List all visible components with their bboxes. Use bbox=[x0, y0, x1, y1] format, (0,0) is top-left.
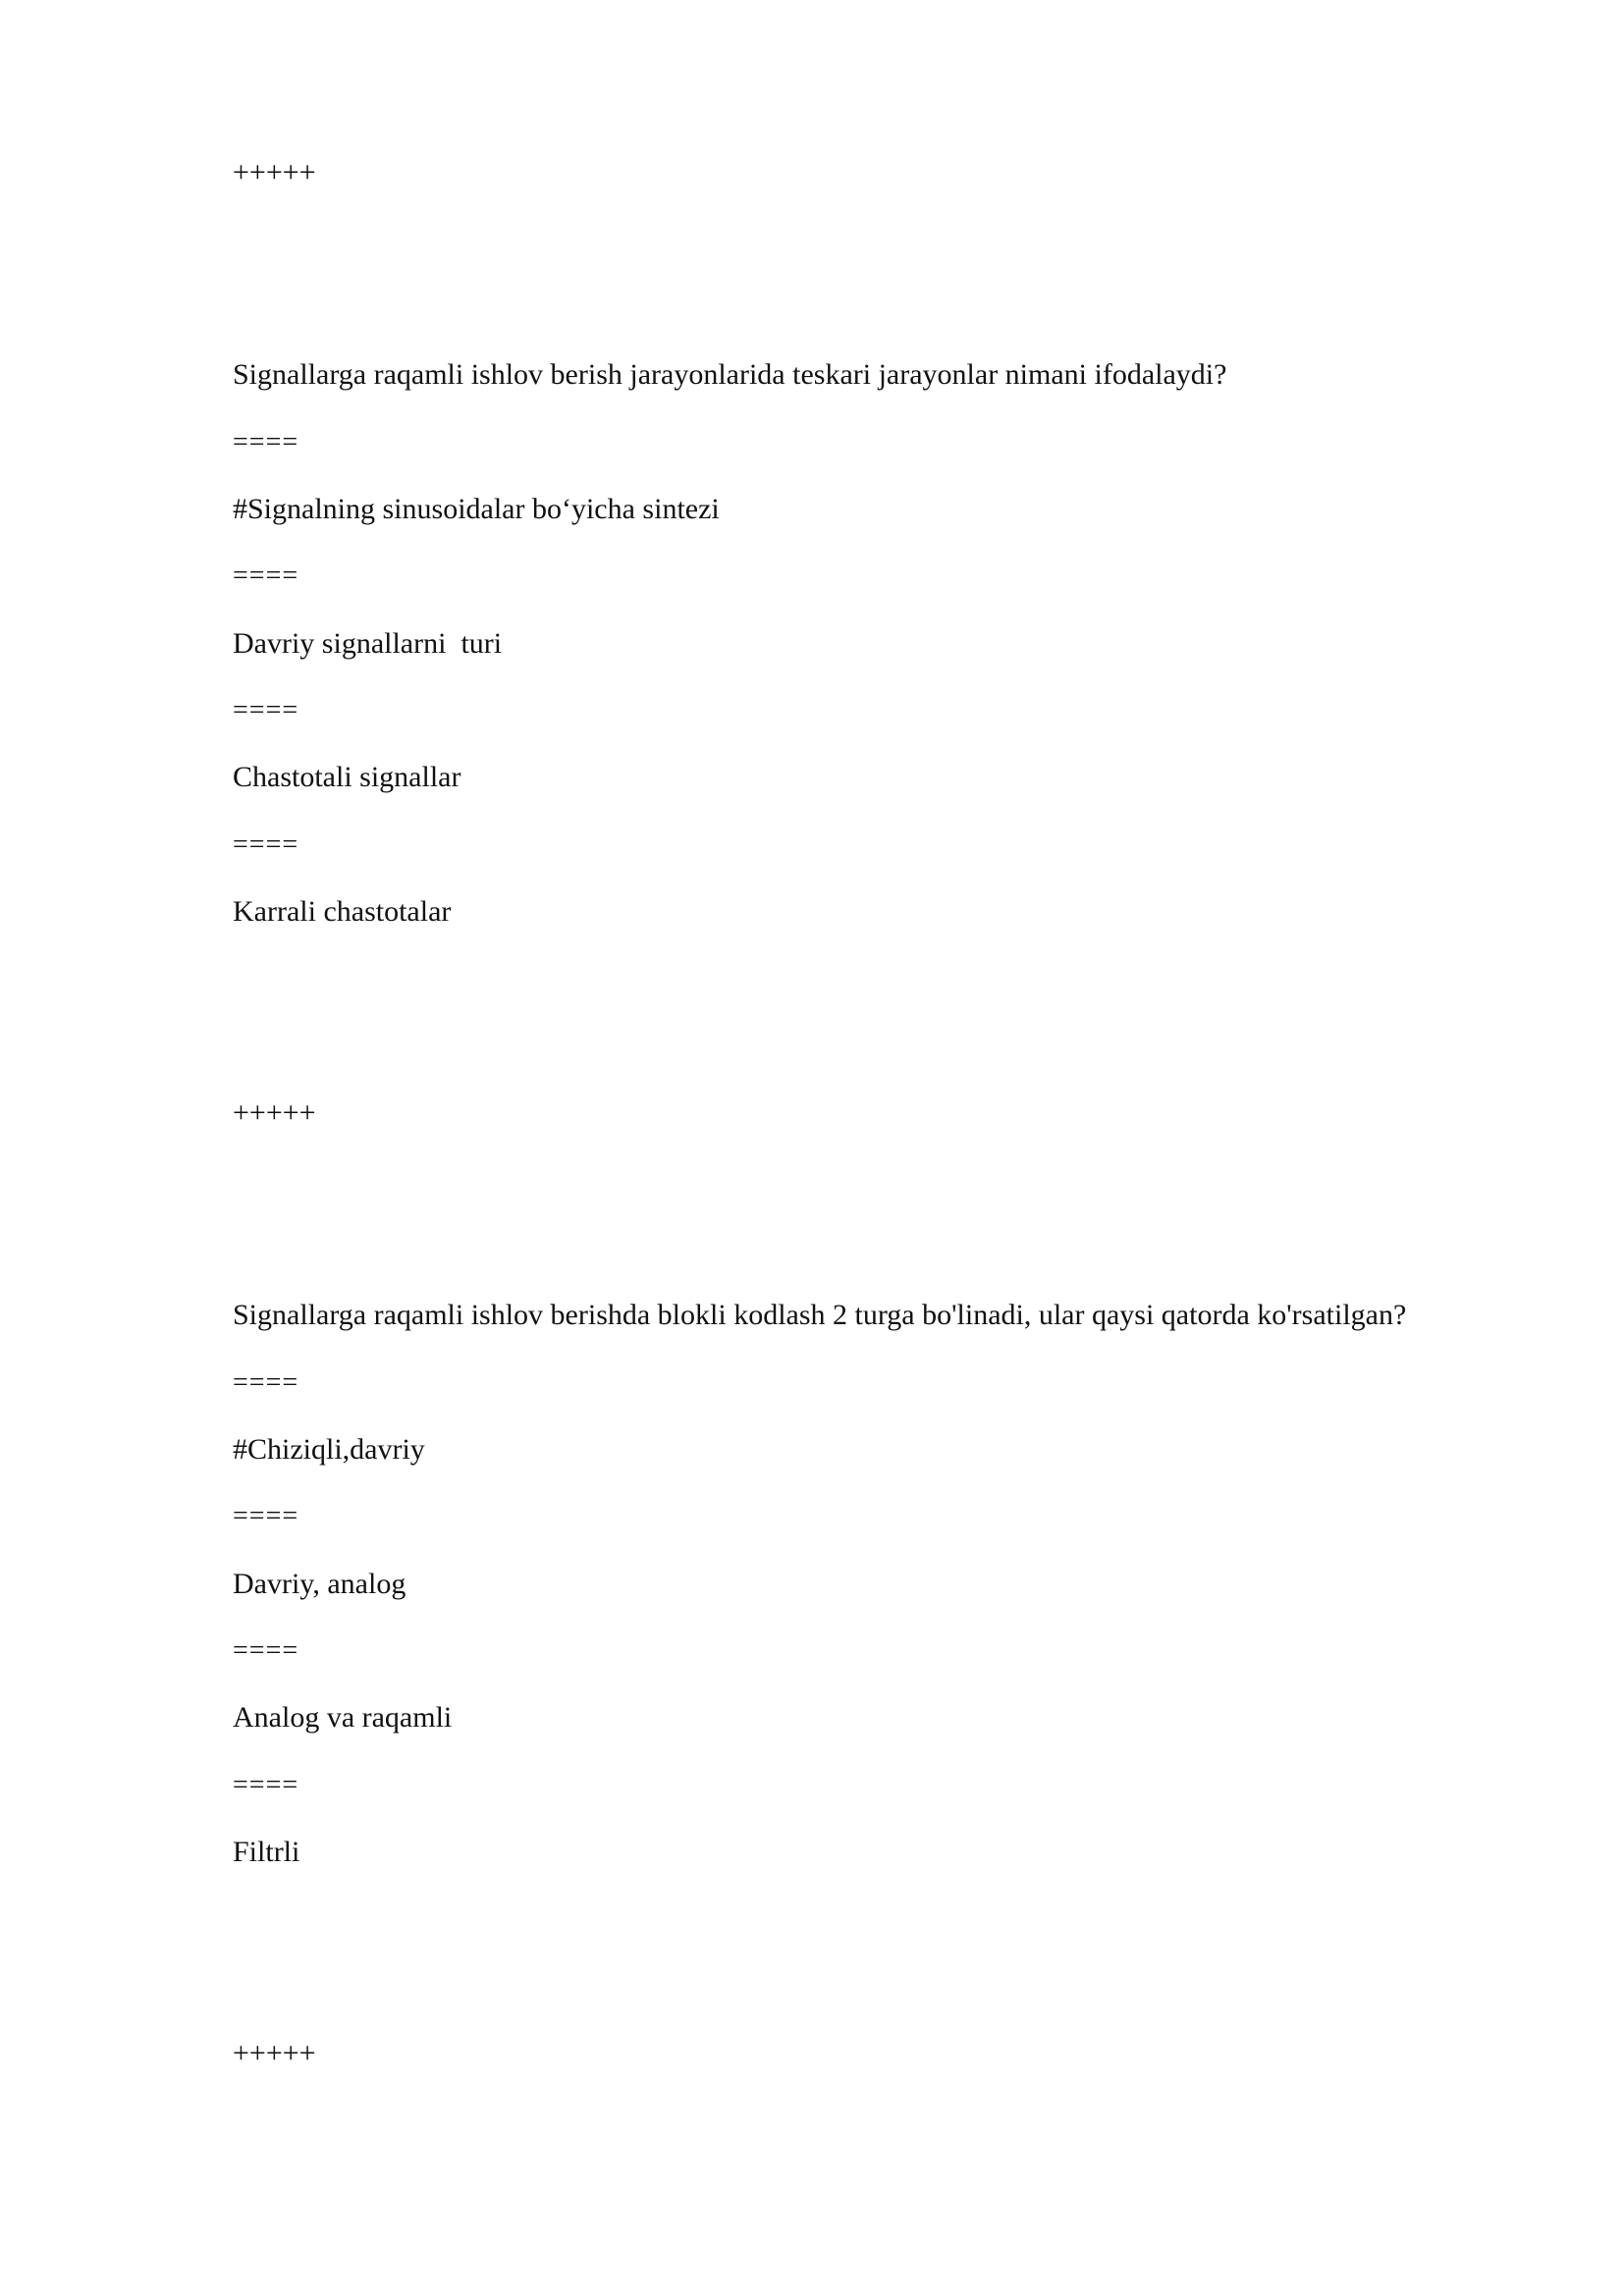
question-text: Signallarga raqamli ishlov berishda blokli kodlash 2 turga bo'linadi, ular qaysi qatorda ko'rsatilgan? bbox=[233, 1299, 1407, 1331]
option-separator: ==== bbox=[233, 1770, 299, 1800]
answer-option: Karrali chastotalar bbox=[233, 895, 452, 928]
end-marker: +++++ bbox=[233, 2037, 316, 2069]
answer-option: Filtrli bbox=[233, 1836, 300, 1868]
answer-option: Davriy signallarni turi bbox=[233, 627, 503, 660]
block-start-marker: +++++ bbox=[233, 1096, 316, 1129]
option-separator: ==== bbox=[233, 561, 299, 591]
question-text: Signallarga raqamli ishlov berish jarayonlarida teskari jarayonlar nimani ifodalaydi? bbox=[233, 358, 1227, 391]
option-separator: ==== bbox=[233, 427, 299, 457]
block-start-marker: +++++ bbox=[233, 156, 316, 188]
answer-option: Chastotali signallar bbox=[233, 761, 461, 793]
answer-option: Analog va raqamli bbox=[233, 1701, 453, 1734]
answer-option: #Chiziqli,davriy bbox=[233, 1433, 425, 1466]
answer-option: Davriy, analog bbox=[233, 1568, 406, 1600]
option-separator: ==== bbox=[233, 1367, 299, 1398]
option-separator: ==== bbox=[233, 1635, 299, 1666]
option-separator: ==== bbox=[233, 1501, 299, 1531]
option-separator: ==== bbox=[233, 829, 299, 860]
option-separator: ==== bbox=[233, 695, 299, 725]
answer-option: #Signalning sinusoidalar bo‘yicha sintezi bbox=[233, 493, 720, 525]
